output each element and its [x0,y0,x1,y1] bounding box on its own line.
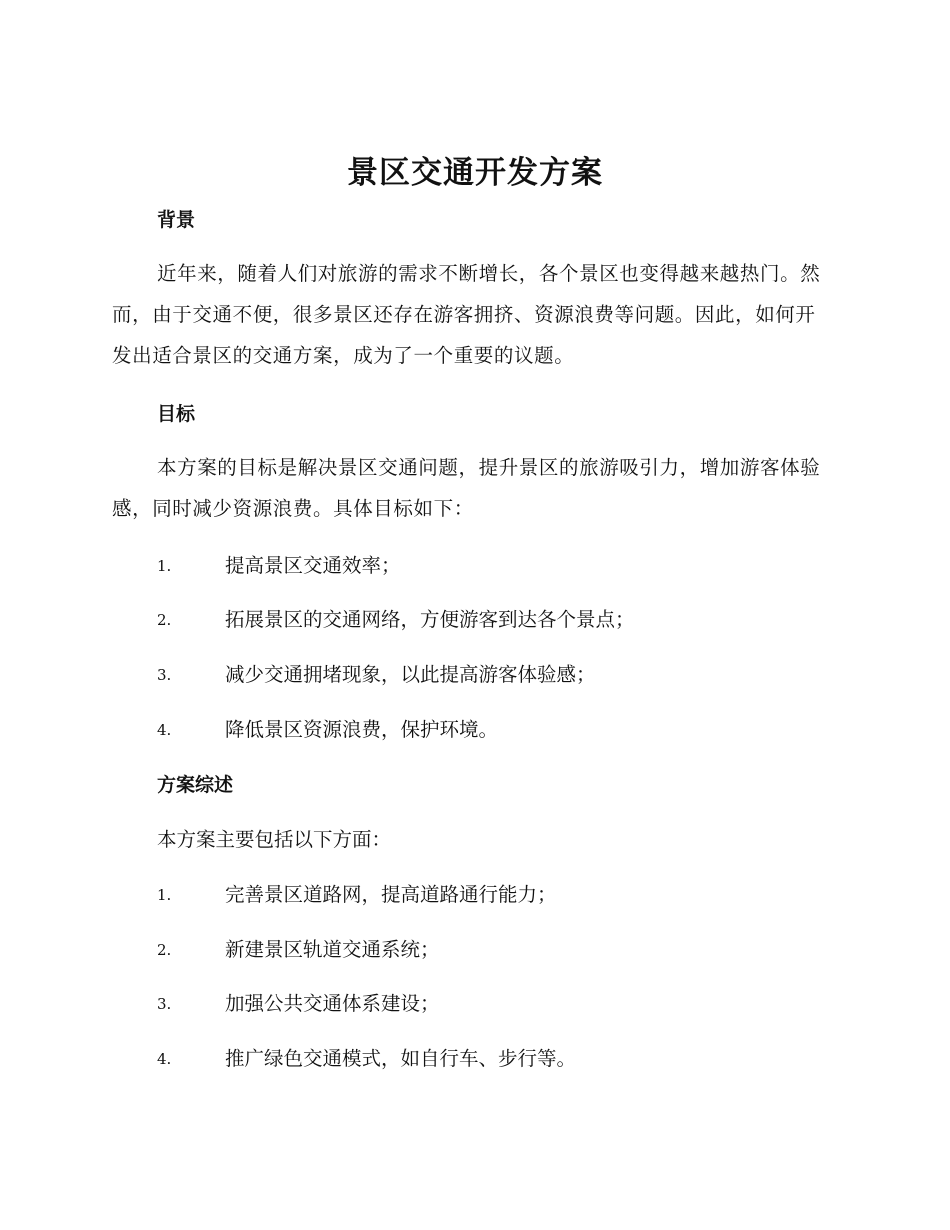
list-number: 1. [157,886,172,904]
list-number: 4. [157,721,172,739]
section-heading-overview: 方案综述 [157,774,234,796]
list-text: 推广绿色交通模式，如自行车、步行等。 [225,1047,577,1070]
list-number: 3. [157,666,172,684]
section-heading-goals: 目标 [157,403,196,425]
list-number: 1. [157,557,172,575]
list-text: 新建景区轨道交通系统； [225,938,440,961]
overview-paragraph: 本方案主要包括以下方面： [157,828,392,851]
list-text: 减少交通拥堵现象，以此提高游客体验感； [225,663,596,686]
goals-list-item [157,716,837,744]
overview-list-item [157,990,837,1018]
goals-list-item [157,552,837,580]
list-number: 3. [157,995,172,1013]
list-text: 完善景区道路网，提高道路通行能力； [225,883,557,906]
list-text: 拓展景区的交通网络，方便游客到达各个景点； [225,608,635,631]
list-number: 2. [157,941,172,959]
background-paragraph: 近年来，随着人们对旅游的需求不断增长，各个景区也变得越来越热门。然而，由于交通不便，很多景区还存在游客拥挤、资源浪费等问题。因此，如何开发出适合景区的交通方案，成为了一个重要的议题。 [112,262,821,367]
goals-list-item [157,661,837,689]
list-text: 提高景区交通效率； [225,554,401,577]
overview-list-item [157,936,837,964]
list-number: 2. [157,611,172,629]
goals-list-item [157,606,837,634]
goals-paragraph: 本方案的目标是解决景区交通问题，提升景区的旅游吸引力，增加游客体验感，同时减少资源浪费。具体目标如下： [112,456,821,520]
overview-list-item [157,881,837,909]
section-heading-background: 背景 [157,209,196,231]
list-text: 加强公共交通体系建设； [225,992,440,1015]
list-number: 4. [157,1050,172,1068]
list-text: 降低景区资源浪费，保护环境。 [225,718,499,741]
document-title: 景区交通开发方案 [347,155,603,191]
overview-list-item [157,1045,837,1073]
